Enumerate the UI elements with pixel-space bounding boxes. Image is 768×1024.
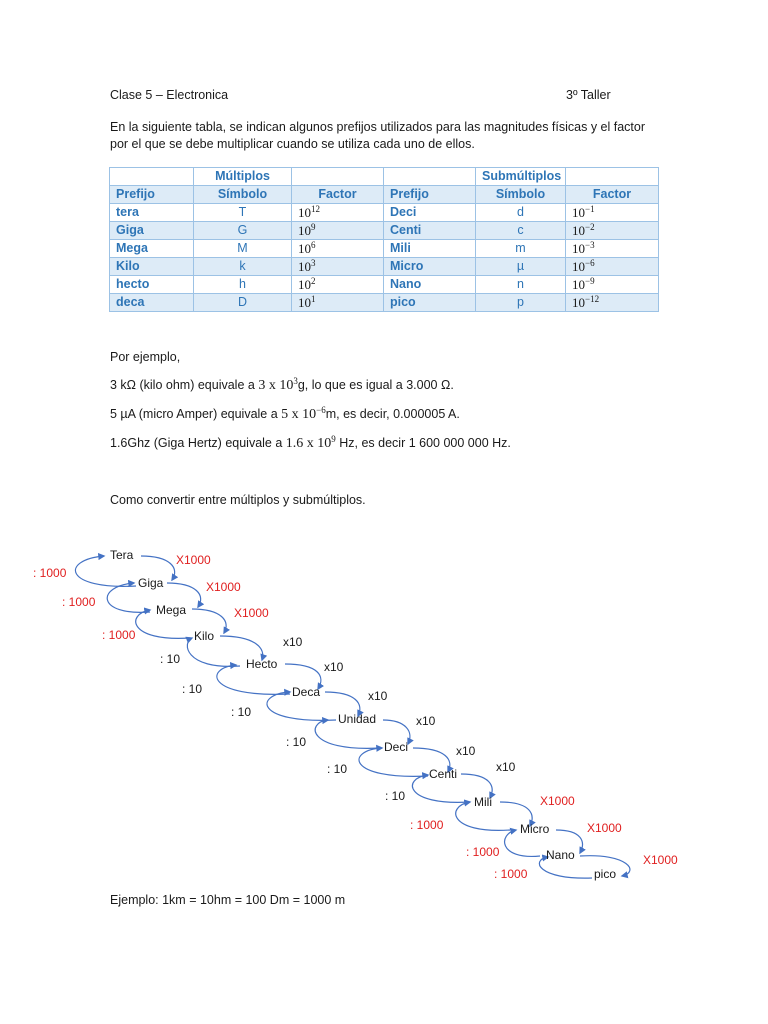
divide-label: : 10 (327, 762, 348, 776)
prefix-symbol: T (194, 204, 292, 222)
ladder-node-deci: Deci (384, 740, 409, 754)
divide-label: : 10 (182, 682, 203, 696)
prefix-name: tera (110, 204, 194, 222)
document-title: Clase 5 – Electronica (110, 88, 229, 102)
prefix-symbol: n (476, 276, 566, 294)
example-line-1: 3 kΩ (kilo ohm) equivale a 3 x $10^3g$, lo que es igual a 3.000 Ω. (110, 376, 454, 393)
example-line-3: 1.6Ghz (Giga Hertz) equivale a 1.6 x $10^9$ Hz, es decir 1 600 000 000 Hz. (110, 434, 511, 451)
multiply-label: X1000 (643, 853, 678, 867)
ladder-node-unidad: Unidad (338, 712, 377, 726)
divide-label: : 10 (231, 705, 252, 719)
ladder-node-kilo: Kilo (194, 629, 215, 643)
multiply-label: X1000 (234, 606, 269, 620)
prefix-symbol: G (194, 222, 292, 240)
divide-label: : 10 (385, 789, 406, 803)
prefix-factor: $10^{-6}$ (566, 258, 659, 276)
multiply-label: x10 (496, 760, 516, 774)
prefix-factor: $10^3$ (292, 258, 384, 276)
prefix-symbol: p (476, 294, 566, 312)
ladder-node-mili: Mili (474, 795, 492, 809)
prefix-name: deca (110, 294, 194, 312)
column-header: Prefijo (110, 186, 194, 204)
prefix-symbol: d (476, 204, 566, 222)
prefix-name: Nano (384, 276, 476, 294)
ladder-node-giga: Giga (138, 576, 164, 590)
prefix-name: Mega (110, 240, 194, 258)
prefix-symbol: D (194, 294, 292, 312)
examples-heading: Por ejemplo, (110, 350, 181, 364)
column-header: Símbolo (476, 186, 566, 204)
column-header: Símbolo (194, 186, 292, 204)
column-header: Factor (292, 186, 384, 204)
ladder-node-tera: Tera (110, 548, 134, 562)
prefix-name: hecto (110, 276, 194, 294)
prefix-name: Centi (384, 222, 476, 240)
prefix-name: Deci (384, 204, 476, 222)
prefix-factor: $10^{12}$ (292, 204, 384, 222)
multiples-group-label: Múltiplos (194, 168, 292, 186)
document-class-label: 3º Taller (566, 88, 611, 102)
prefix-symbol: µ (476, 258, 566, 276)
prefix-symbol: M (194, 240, 292, 258)
ladder-node-centi: Centi (429, 767, 458, 781)
submultiples-group-label: Submúltiplos (476, 168, 566, 186)
divide-label: : 1000 (494, 867, 528, 881)
divide-label: : 1000 (102, 628, 136, 642)
prefix-symbol: k (194, 258, 292, 276)
divide-label: : 10 (160, 652, 181, 666)
multiply-label: X1000 (540, 794, 575, 808)
multiply-label: X1000 (206, 580, 241, 594)
prefix-factor: $10^{-1}$ (566, 204, 659, 222)
multiply-label: x10 (416, 714, 436, 728)
multiply-label: x10 (283, 635, 303, 649)
prefix-name: pico (384, 294, 476, 312)
multiply-label: x10 (368, 689, 388, 703)
column-header: Factor (566, 186, 659, 204)
multiply-label: x10 (324, 660, 344, 674)
prefix-name: Micro (384, 258, 476, 276)
prefix-factor: $10^6$ (292, 240, 384, 258)
divide-label: : 1000 (466, 845, 500, 859)
prefix-name: Kilo (110, 258, 194, 276)
divide-label: : 1000 (410, 818, 444, 832)
column-header: Prefijo (384, 186, 476, 204)
prefix-factor: $10^{-12}$ (566, 294, 659, 312)
ladder-node-pico: pico (594, 867, 617, 881)
prefix-factor: $10^1$ (292, 294, 384, 312)
multiply-label: X1000 (587, 821, 622, 835)
divide-label: : 1000 (33, 566, 67, 580)
ladder-node-nano: Nano (546, 848, 575, 862)
footer-example: Ejemplo: 1km = 10hm = 100 Dm = 1000 m (110, 893, 346, 907)
ladder-node-micro: Micro (520, 822, 550, 836)
prefix-factor: $10^{-2}$ (566, 222, 659, 240)
divide-label: : 1000 (62, 595, 96, 609)
ladder-node-hecto: Hecto (246, 657, 278, 671)
divide-label: : 10 (286, 735, 307, 749)
conversion-title: Como convertir entre múltiplos y submúltiplos. (110, 493, 366, 507)
prefix-symbol: m (476, 240, 566, 258)
multiply-label: X1000 (176, 553, 211, 567)
multiply-label: x10 (456, 744, 476, 758)
prefix-factor: $10^{-3}$ (566, 240, 659, 258)
example-line-2: 5 µA (micro Amper) equivale a 5 x $10^{-6}m$, es decir, 0.000005 A. (110, 405, 460, 422)
intro-paragraph: En la siguiente tabla, se indican algunos prefijos utilizados para las magnitudes físicas y el factor por el que se debe multiplicar cuando se utiliza cada uno de ellos. (110, 120, 646, 151)
prefix-factor: $10^2$ (292, 276, 384, 294)
prefix-factor: $10^{-9}$ (566, 276, 659, 294)
prefix-name: Giga (110, 222, 194, 240)
prefix-name: Mili (384, 240, 476, 258)
prefix-factor: $10^9$ (292, 222, 384, 240)
prefix-symbol: c (476, 222, 566, 240)
prefix-symbol: h (194, 276, 292, 294)
ladder-node-deca: Deca (292, 685, 321, 699)
ladder-node-mega: Mega (156, 603, 187, 617)
